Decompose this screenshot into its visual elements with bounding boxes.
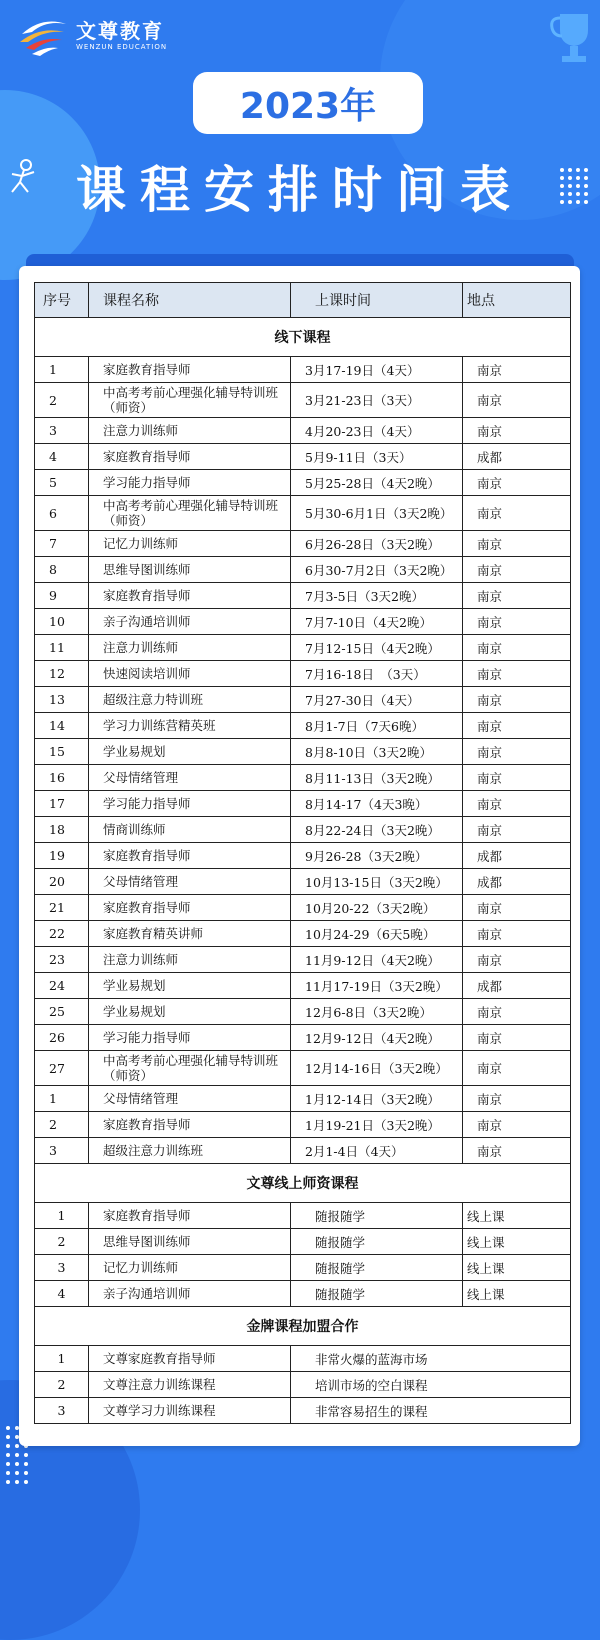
row-number: 4 bbox=[35, 444, 89, 470]
course-time: 5月25-28日（4天2晚） bbox=[291, 470, 463, 496]
row-number: 21 bbox=[35, 895, 89, 921]
course-name: 超级注意力训练班 bbox=[89, 1138, 291, 1164]
table-row bbox=[35, 947, 571, 973]
course-place: 南京 bbox=[463, 496, 571, 531]
course-note: 培训市场的空白课程 bbox=[291, 1372, 571, 1398]
course-name: 学习能力指导师 bbox=[89, 470, 291, 496]
course-place: 成都 bbox=[463, 444, 571, 470]
row-number: 6 bbox=[35, 496, 89, 531]
course-place: 南京 bbox=[463, 1086, 571, 1112]
course-time: 7月27-30日（4天） bbox=[291, 687, 463, 713]
table-row bbox=[35, 1398, 571, 1424]
table-row bbox=[35, 1255, 571, 1281]
course-place: 南京 bbox=[463, 1138, 571, 1164]
course-time: 随报随学 bbox=[291, 1255, 463, 1281]
course-time: 9月26-28（3天2晚） bbox=[291, 843, 463, 869]
table-row bbox=[35, 357, 571, 383]
course-name: 父母情绪管理 bbox=[89, 869, 291, 895]
course-place: 南京 bbox=[463, 739, 571, 765]
course-time: 7月12-15日（4天2晚） bbox=[291, 635, 463, 661]
course-place: 南京 bbox=[463, 999, 571, 1025]
table-row bbox=[35, 1138, 571, 1164]
course-time: 3月17-19日（4天） bbox=[291, 357, 463, 383]
course-name: 学习能力指导师 bbox=[89, 791, 291, 817]
course-name: 学习力训练营精英班 bbox=[89, 713, 291, 739]
course-time: 3月21-23日（3天） bbox=[291, 383, 463, 418]
course-name: 父母情绪管理 bbox=[89, 765, 291, 791]
row-number: 25 bbox=[35, 999, 89, 1025]
course-time: 随报随学 bbox=[291, 1281, 463, 1307]
table-header-row bbox=[35, 283, 571, 318]
table-row bbox=[35, 383, 571, 418]
course-name: 超级注意力特训班 bbox=[89, 687, 291, 713]
row-number: 2 bbox=[35, 1372, 89, 1398]
course-time: 8月14-17（4天3晚） bbox=[291, 791, 463, 817]
table-row bbox=[35, 1203, 571, 1229]
course-name: 亲子沟通培训师 bbox=[89, 1281, 291, 1307]
table-row bbox=[35, 557, 571, 583]
row-number: 26 bbox=[35, 1025, 89, 1051]
course-name: 学习能力指导师 bbox=[89, 1025, 291, 1051]
course-time: 6月30-7月2日（3天2晚） bbox=[291, 557, 463, 583]
row-number: 19 bbox=[35, 843, 89, 869]
row-number: 5 bbox=[35, 470, 89, 496]
course-name: 思维导图训练师 bbox=[89, 557, 291, 583]
table-row bbox=[35, 895, 571, 921]
course-name: 家庭教育精英讲师 bbox=[89, 921, 291, 947]
course-time: 12月6-8日（3天2晚） bbox=[291, 999, 463, 1025]
course-name: 记忆力训练师 bbox=[89, 531, 291, 557]
course-place: 南京 bbox=[463, 357, 571, 383]
course-time: 1月19-21日（3天2晚） bbox=[291, 1112, 463, 1138]
row-number: 3 bbox=[35, 1255, 89, 1281]
course-time: 2月1-4日（4天） bbox=[291, 1138, 463, 1164]
course-time: 5月30-6月1日（3天2晚） bbox=[291, 496, 463, 531]
course-name: 家庭教育指导师 bbox=[89, 895, 291, 921]
trophy-icon bbox=[548, 8, 596, 68]
course-place: 南京 bbox=[463, 470, 571, 496]
table-row bbox=[35, 869, 571, 895]
header-no: 序号 bbox=[35, 283, 89, 318]
course-name: 中高考考前心理强化辅导特训班（师资） bbox=[89, 496, 291, 531]
row-number: 15 bbox=[35, 739, 89, 765]
course-name: 亲子沟通培训师 bbox=[89, 609, 291, 635]
row-number: 14 bbox=[35, 713, 89, 739]
course-place: 南京 bbox=[463, 557, 571, 583]
course-time: 10月20-22（3天2晚） bbox=[291, 895, 463, 921]
row-number: 23 bbox=[35, 947, 89, 973]
course-time: 12月14-16日（3天2晚） bbox=[291, 1051, 463, 1086]
course-name: 记忆力训练师 bbox=[89, 1255, 291, 1281]
row-number: 2 bbox=[35, 1112, 89, 1138]
row-number: 27 bbox=[35, 1051, 89, 1086]
section-title-gold: 金牌课程加盟合作 bbox=[35, 1307, 571, 1346]
course-place: 线上课 bbox=[463, 1255, 571, 1281]
row-number: 12 bbox=[35, 661, 89, 687]
row-number: 1 bbox=[35, 1203, 89, 1229]
table-row bbox=[35, 999, 571, 1025]
table-row bbox=[35, 496, 571, 531]
course-time: 10月13-15日（3天2晚） bbox=[291, 869, 463, 895]
course-place: 南京 bbox=[463, 531, 571, 557]
course-place: 线上课 bbox=[463, 1281, 571, 1307]
row-number: 20 bbox=[35, 869, 89, 895]
course-time: 随报随学 bbox=[291, 1203, 463, 1229]
table-row bbox=[35, 1051, 571, 1086]
course-name: 家庭教育指导师 bbox=[89, 357, 291, 383]
row-number: 7 bbox=[35, 531, 89, 557]
table-row bbox=[35, 713, 571, 739]
row-number: 1 bbox=[35, 1086, 89, 1112]
course-time: 1月12-14日（3天2晚） bbox=[291, 1086, 463, 1112]
course-place: 南京 bbox=[463, 713, 571, 739]
course-name: 学业易规划 bbox=[89, 739, 291, 765]
course-name: 中高考考前心理强化辅导特训班（师资） bbox=[89, 383, 291, 418]
course-name: 父母情绪管理 bbox=[89, 1086, 291, 1112]
table-row bbox=[35, 921, 571, 947]
table-row bbox=[35, 1229, 571, 1255]
course-name: 注意力训练师 bbox=[89, 635, 291, 661]
table-row bbox=[35, 661, 571, 687]
course-time: 11月9-12日（4天2晚） bbox=[291, 947, 463, 973]
course-place: 线上课 bbox=[463, 1203, 571, 1229]
row-number: 17 bbox=[35, 791, 89, 817]
course-name: 家庭教育指导师 bbox=[89, 1112, 291, 1138]
course-time: 5月9-11日（3天） bbox=[291, 444, 463, 470]
brand-logo bbox=[18, 14, 167, 58]
table-row bbox=[35, 1086, 571, 1112]
row-number: 8 bbox=[35, 557, 89, 583]
table-row bbox=[35, 843, 571, 869]
course-place: 南京 bbox=[463, 921, 571, 947]
table-row bbox=[35, 739, 571, 765]
course-place: 南京 bbox=[463, 383, 571, 418]
course-time: 6月26-28日（3天2晚） bbox=[291, 531, 463, 557]
table-row bbox=[35, 765, 571, 791]
course-place: 南京 bbox=[463, 1112, 571, 1138]
course-name: 思维导图训练师 bbox=[89, 1229, 291, 1255]
course-place: 成都 bbox=[463, 869, 571, 895]
year-label: 2023年 bbox=[193, 72, 423, 134]
row-number: 4 bbox=[35, 1281, 89, 1307]
table-row bbox=[35, 1025, 571, 1051]
course-name: 文尊注意力训练课程 bbox=[89, 1372, 291, 1398]
header-time: 上课时间 bbox=[291, 283, 463, 318]
course-place: 南京 bbox=[463, 609, 571, 635]
course-name: 注意力训练师 bbox=[89, 947, 291, 973]
row-number: 3 bbox=[35, 1398, 89, 1424]
header-name: 课程名称 bbox=[89, 283, 291, 318]
course-time: 8月8-10日（3天2晚） bbox=[291, 739, 463, 765]
course-place: 成都 bbox=[463, 973, 571, 999]
course-time: 4月20-23日（4天） bbox=[291, 418, 463, 444]
course-place: 南京 bbox=[463, 661, 571, 687]
course-place: 南京 bbox=[463, 1051, 571, 1086]
course-time: 随报随学 bbox=[291, 1229, 463, 1255]
course-time: 8月11-13日（3天2晚） bbox=[291, 765, 463, 791]
row-number: 24 bbox=[35, 973, 89, 999]
logo-swoosh-icon bbox=[18, 14, 70, 58]
course-note: 非常火爆的蓝海市场 bbox=[291, 1346, 571, 1372]
course-place: 南京 bbox=[463, 687, 571, 713]
table-row bbox=[35, 531, 571, 557]
table-row bbox=[35, 973, 571, 999]
row-number: 18 bbox=[35, 817, 89, 843]
header-place: 地点 bbox=[463, 283, 571, 318]
course-time: 7月7-10日（4天2晚） bbox=[291, 609, 463, 635]
course-place: 南京 bbox=[463, 765, 571, 791]
table-row bbox=[35, 444, 571, 470]
row-number: 13 bbox=[35, 687, 89, 713]
course-name: 家庭教育指导师 bbox=[89, 1203, 291, 1229]
row-number: 1 bbox=[35, 357, 89, 383]
row-number: 3 bbox=[35, 1138, 89, 1164]
course-place: 南京 bbox=[463, 791, 571, 817]
row-number: 22 bbox=[35, 921, 89, 947]
course-name: 学业易规划 bbox=[89, 973, 291, 999]
table-row bbox=[35, 791, 571, 817]
course-place: 南京 bbox=[463, 418, 571, 444]
course-name: 文尊学习力训练课程 bbox=[89, 1398, 291, 1424]
brand-name-cn: 文尊教育 bbox=[76, 19, 164, 43]
course-name: 家庭教育指导师 bbox=[89, 583, 291, 609]
table-row bbox=[35, 1281, 571, 1307]
course-time: 11月17-19日（3天2晚） bbox=[291, 973, 463, 999]
course-name: 家庭教育指导师 bbox=[89, 843, 291, 869]
course-place: 南京 bbox=[463, 635, 571, 661]
row-number: 2 bbox=[35, 1229, 89, 1255]
course-name: 学业易规划 bbox=[89, 999, 291, 1025]
row-number: 16 bbox=[35, 765, 89, 791]
course-place: 线上课 bbox=[463, 1229, 571, 1255]
table-row bbox=[35, 609, 571, 635]
course-time: 7月3-5日（3天2晚） bbox=[291, 583, 463, 609]
course-name: 中高考考前心理强化辅导特训班（师资） bbox=[89, 1051, 291, 1086]
row-number: 1 bbox=[35, 1346, 89, 1372]
table-row bbox=[35, 635, 571, 661]
row-number: 9 bbox=[35, 583, 89, 609]
course-time: 12月9-12日（4天2晚） bbox=[291, 1025, 463, 1051]
brand-name-en: WENZUN EDUCATION bbox=[76, 43, 168, 51]
table-row bbox=[35, 470, 571, 496]
course-time: 8月22-24日（3天2晚） bbox=[291, 817, 463, 843]
course-place: 南京 bbox=[463, 947, 571, 973]
section-title-offline: 线下课程 bbox=[35, 318, 571, 357]
table-row bbox=[35, 583, 571, 609]
row-number: 10 bbox=[35, 609, 89, 635]
course-name: 快速阅读培训师 bbox=[89, 661, 291, 687]
course-place: 南京 bbox=[463, 1025, 571, 1051]
section-title-online: 文尊线上师资课程 bbox=[35, 1164, 571, 1203]
table-row bbox=[35, 418, 571, 444]
course-name: 家庭教育指导师 bbox=[89, 444, 291, 470]
course-name: 注意力训练师 bbox=[89, 418, 291, 444]
table-row bbox=[35, 817, 571, 843]
row-number: 3 bbox=[35, 418, 89, 444]
table-row bbox=[35, 687, 571, 713]
course-place: 南京 bbox=[463, 895, 571, 921]
table-row bbox=[35, 1346, 571, 1372]
course-time: 10月24-29（6天5晚） bbox=[291, 921, 463, 947]
row-number: 11 bbox=[35, 635, 89, 661]
course-name: 情商训练师 bbox=[89, 817, 291, 843]
course-time: 7月16-18日 （3天） bbox=[291, 661, 463, 687]
table-row bbox=[35, 1372, 571, 1398]
course-place: 成都 bbox=[463, 843, 571, 869]
page-title: 课程安排时间表 bbox=[76, 161, 524, 219]
course-time: 8月1-7日（7天6晚） bbox=[291, 713, 463, 739]
schedule-table bbox=[34, 282, 571, 1424]
row-number: 2 bbox=[35, 383, 89, 418]
course-place: 南京 bbox=[463, 583, 571, 609]
course-note: 非常容易招生的课程 bbox=[291, 1398, 571, 1424]
course-place: 南京 bbox=[463, 817, 571, 843]
table-row bbox=[35, 1112, 571, 1138]
course-name: 文尊家庭教育指导师 bbox=[89, 1346, 291, 1372]
